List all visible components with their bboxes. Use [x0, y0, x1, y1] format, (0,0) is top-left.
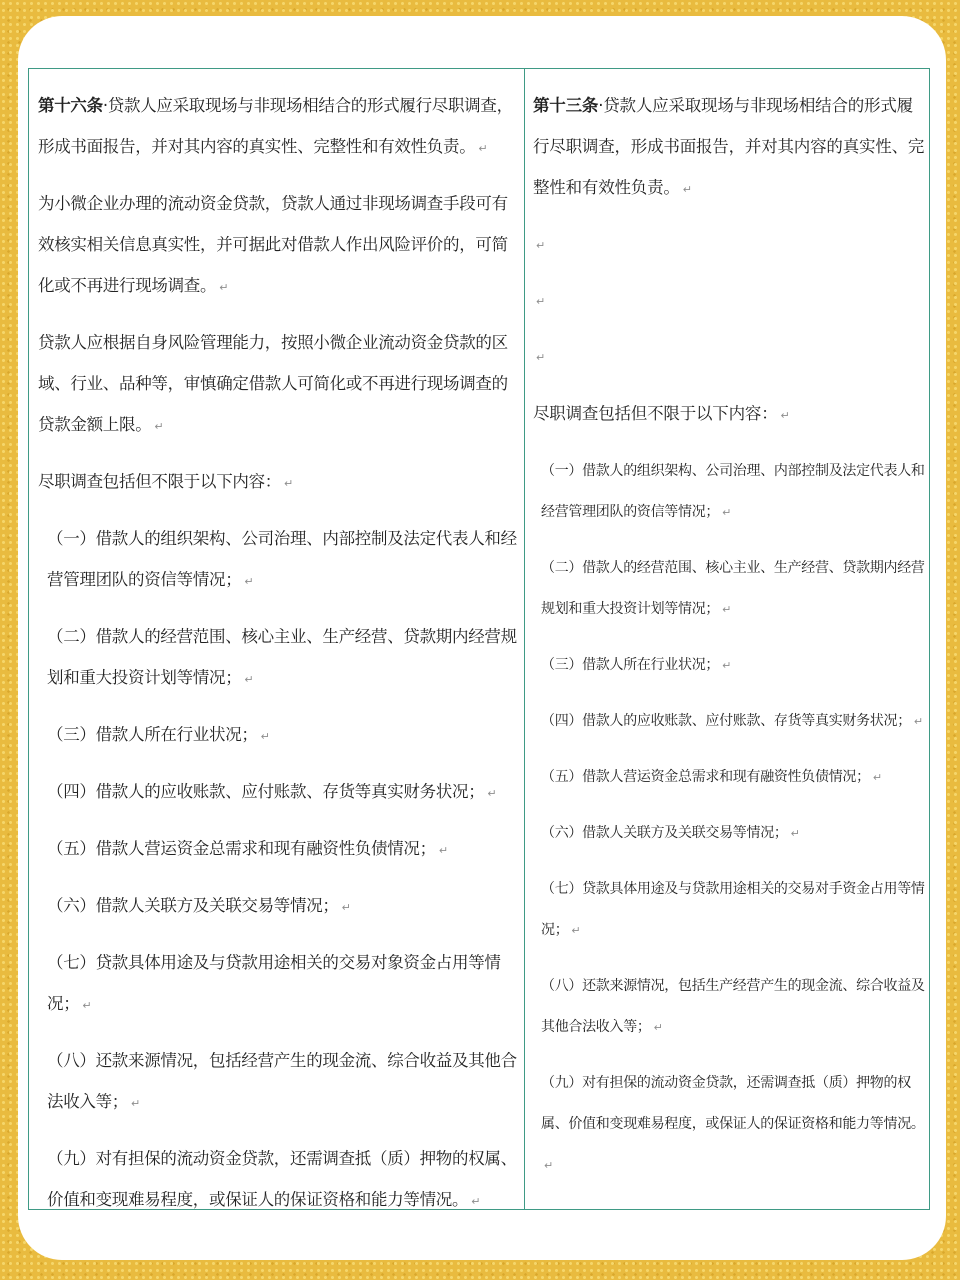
list-item: （五）借款人营运资金总需求和现有融资性负债情况； ↵	[541, 769, 882, 785]
paragraph-mark-icon: ↵	[682, 183, 692, 196]
list-item: （三）借款人所在行业状况； ↵	[541, 657, 732, 673]
article-label: 第十六条	[38, 96, 103, 115]
paragraph-mark-icon: ↵	[284, 477, 293, 490]
intro-text: 尽职调查包括但不限于以下内容： ↵	[38, 472, 293, 491]
list-item: （六）借款人关联方及关联交易等情况； ↵	[47, 896, 351, 915]
article-label: 第十三条	[533, 96, 599, 115]
list-item: （三）借款人所在行业状况； ↵	[47, 725, 270, 744]
paragraph-mark-icon: ↵	[260, 730, 270, 743]
red-paragraph-text: 贷款人应根据自身风险管理能力，按照小微企业流动资金贷款的区域、行业、品种等，审慎确定借款人可简化或不再进行现场调查的贷款金额上限。	[38, 333, 508, 434]
article-paragraph	[38, 85, 520, 169]
article-text: 贷款人应采取现场与非现场相结合的形式履行尽职调查，形成书面报告，并对其内容的真实性、完整性和有效性负责。	[38, 96, 513, 156]
paragraph-mark-icon: ↵	[722, 603, 732, 616]
paragraph-mark-icon: ↵	[571, 924, 581, 937]
article-separator: ·	[598, 96, 604, 115]
paragraph-mark-icon: ↵	[872, 771, 882, 784]
list-item: （二）借款人的经营范围、核心主业、生产经营、贷款期内经营规划和重大投资计划等情况； ↵	[47, 627, 517, 687]
paragraph-mark-icon: ↵	[487, 787, 497, 800]
list-item: （一）借款人的组织架构、公司治理、内部控制及法定代表人和经营管理团队的资信等情况； ↵	[541, 463, 925, 520]
old-regulation-column	[525, 69, 929, 1209]
empty-line	[533, 337, 925, 378]
list-item: （五）借款人营运资金总需求和现有融资性负债情况； ↵	[47, 839, 448, 858]
list-item: （八）还款来源情况，包括生产经营产生的现金流、综合收益及其他合法收入等； ↵	[541, 978, 925, 1035]
paragraph-mark-icon: ↵	[244, 673, 254, 686]
list-item: （二）借款人的经营范围、核心主业、生产经营、贷款期内经营规划和重大投资计划等情况； ↵	[541, 560, 925, 617]
paragraph-mark-icon: ↵	[536, 351, 546, 364]
article-paragraph	[533, 85, 925, 210]
paragraph-mark-icon: ↵	[653, 1021, 663, 1034]
comparison-table	[28, 68, 930, 1210]
article-text: 贷款人应采取现场与非现场相结合的形式履行尽职调查，形成书面报告，并对其内容的真实性、完整性和有效性负责。	[533, 96, 925, 197]
intro-text: 尽职调查包括但不限于以下内容： ↵	[533, 404, 790, 423]
paragraph-mark-icon: ↵	[536, 239, 546, 252]
list-item: （四）借款人的应收账款、应付账款、存货等真实财务状况； ↵	[47, 782, 497, 801]
paragraph-mark-icon: ↵	[780, 409, 790, 422]
red-paragraph-text: 为小微企业办理的流动资金贷款，贷款人通过非现场调查手段可有效核实相关信息真实性，并可据此对借款人作出风险评价的，可简化或不再进行现场调查。	[38, 194, 508, 295]
empty-line	[533, 281, 925, 322]
list-item: （六）借款人关联方及关联交易等情况； ↵	[541, 825, 800, 841]
list-item: （一）借款人的组织架构、公司治理、内部控制及法定代表人和经营管理团队的资信等情况； ↵	[47, 529, 517, 589]
paragraph-mark-icon: ↵	[544, 1159, 553, 1172]
document-card	[18, 16, 946, 1260]
paragraph-mark-icon: ↵	[131, 1097, 140, 1110]
list-item: （四）借款人的应收账款、应付账款、存货等真实财务状况； ↵	[541, 713, 923, 729]
red-paragraph	[38, 183, 520, 308]
list-item: （九）对有担保的流动资金贷款，还需调查抵（质）押物的权属、价值和变现难易程度，或保证人的保证资格和能力等情况。↵	[541, 1075, 925, 1172]
paragraph-mark-icon: ↵	[438, 844, 448, 857]
empty-line	[533, 225, 925, 266]
paragraph-mark-icon: ↵	[536, 295, 546, 308]
new-regulation-column	[29, 69, 525, 1209]
paragraph-mark-icon: ↵	[722, 506, 732, 519]
article-separator: ·	[102, 96, 108, 115]
red-paragraph	[38, 322, 520, 447]
list-item: （七）贷款具体用途及与贷款用途相关的交易对象资金占用等情况； ↵	[47, 953, 501, 1013]
list-item: （八）还款来源情况，包括经营产生的现金流、综合收益及其他合法收入等； ↵	[47, 1051, 517, 1111]
list-item: （七）贷款具体用途及与贷款用途相关的交易对手资金占用等情况； ↵	[541, 881, 925, 938]
paragraph-mark-icon: ↵	[341, 901, 351, 914]
paragraph-mark-icon: ↵	[244, 575, 254, 588]
paragraph-mark-icon: ↵	[913, 715, 923, 728]
paragraph-mark-icon: ↵	[219, 281, 229, 294]
paragraph-mark-icon: ↵	[722, 659, 732, 672]
paragraph-mark-icon: ↵	[478, 142, 488, 155]
paragraph-mark-icon: ↵	[471, 1195, 481, 1208]
paragraph-mark-icon: ↵	[82, 999, 92, 1012]
paragraph-mark-icon: ↵	[790, 827, 800, 840]
list-item: （九）对有担保的流动资金贷款，还需调查抵（质）押物的权属、价值和变现难易程度，或保证人的保证资格和能力等情况。 ↵	[47, 1149, 517, 1209]
paragraph-mark-icon: ↵	[154, 420, 164, 433]
